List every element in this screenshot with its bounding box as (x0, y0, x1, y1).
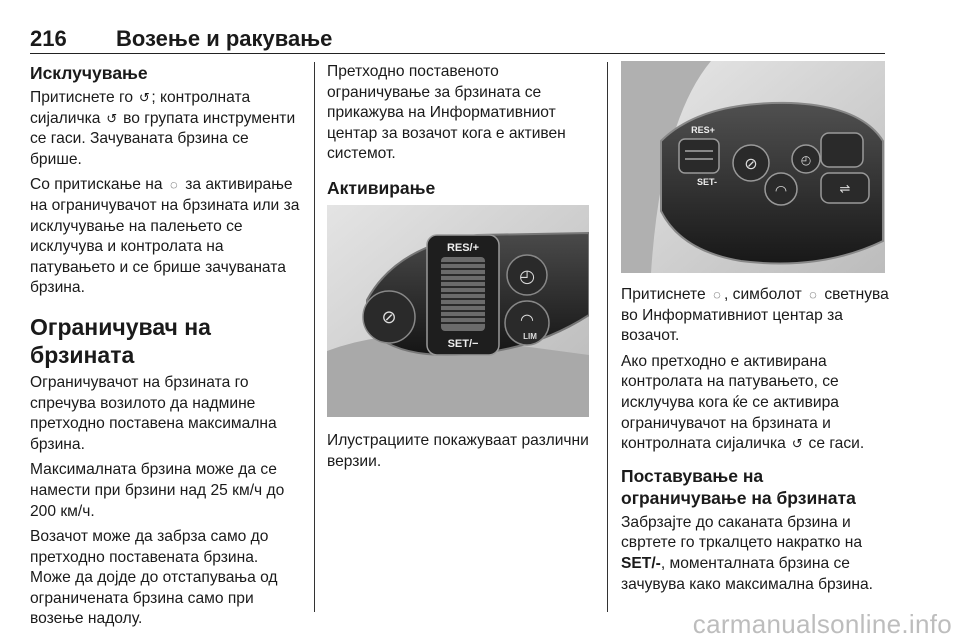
cancel-icon: ⊘ (744, 154, 758, 173)
paragraph: Притиснете ◌ , симболот ◌ светнува во Информативниот центар за возачот. (621, 286, 889, 345)
heading-switching-off: Исклучување (30, 63, 148, 83)
paragraph: Забрзајте до саканата брзина и свртете го тркалцето накратко на SET/-, моменталната брзина се зачувува како максимална брзина. (621, 513, 874, 593)
chapter-title: Возење и ракување (116, 26, 333, 51)
speed-limiter-icon: ◌ (809, 287, 817, 302)
page-number: 216 (30, 26, 67, 51)
paragraph: Со притискање на ◌ за активирање на ограничувачот на брзината или за исклучување на палењето се исклучува и контролата на патувањето и се брише зачуваната брзина. (30, 176, 300, 297)
limiter-icon: ◠ (774, 183, 788, 199)
speed-limiter-icon: ◌ (713, 287, 721, 302)
steering-wheel-controls-figure (327, 205, 589, 417)
steering-wheel-illustration-2 (621, 61, 885, 273)
column-divider (314, 62, 315, 612)
paragraph: Возачот може да забрза само до претходно поставената брзина. Може да дојде до отстапувања од ограничената брзина само при возење надолу. (30, 528, 278, 628)
cruise-control-icon: ◴ (519, 265, 535, 287)
set-label: SET/− (447, 337, 479, 350)
figure-caption: Илустрациите покажуваат различни верзии. (327, 431, 589, 470)
column-divider (607, 62, 608, 612)
cruise-off-icon: ↺ (791, 436, 803, 452)
speed-limiter-icon: ◌ (170, 177, 178, 193)
column-3 (621, 62, 889, 600)
heading-setting-limit: Поставување на ограничување на брзината (621, 465, 856, 508)
cruise-off-icon: ↺ (106, 110, 118, 126)
paragraph: Притиснете го ↺; контролната сијаличка ↺ во групата инструменти се гаси. Зачуваната брзина се брише. (30, 89, 296, 168)
paragraph: Ако претходно е активирана контролата на патувањето, се исклучува кога ќе се активира ограничувачот на брзината и контролната сијаличка ↺ се гаси. (621, 352, 889, 455)
limiter-icon: ◠ (520, 309, 534, 329)
cruise-control-icon: ◴ (800, 153, 812, 167)
section-heading-speed-limiter: Ограничувач на брзината (30, 313, 211, 368)
lim-label: LIM (523, 331, 537, 341)
paragraph: Максималната брзина може да се намести при брзини над 25 км/ч до 200 км/ч. (30, 461, 285, 520)
steering-wheel-controls-figure-2 (621, 61, 885, 273)
res-label: RES/+ (446, 241, 480, 254)
distance-icon: ⇌ (839, 182, 851, 197)
column-1 (30, 62, 300, 635)
set-label: SET- (696, 177, 718, 187)
paragraph: Ограничувачот на брзината го спречува возилото да надмине претходно поставена максимална брзина. (30, 373, 277, 453)
watermark: carmanualsonline.info (692, 609, 952, 639)
column-2 (327, 62, 595, 477)
steering-wheel-illustration (327, 205, 589, 417)
cruise-off-icon: ↺ (138, 90, 150, 105)
page-header (30, 24, 885, 54)
cancel-icon: ⊘ (381, 306, 397, 328)
heading-activation: Активирање (327, 177, 436, 198)
set-button-reference: SET/- (621, 554, 661, 572)
paragraph: Претходно поставеното ограничување за брзината се прикажува на Информативниот центар за возачот кога е активен системот. (327, 63, 566, 163)
res-label: RES+ (691, 125, 715, 135)
